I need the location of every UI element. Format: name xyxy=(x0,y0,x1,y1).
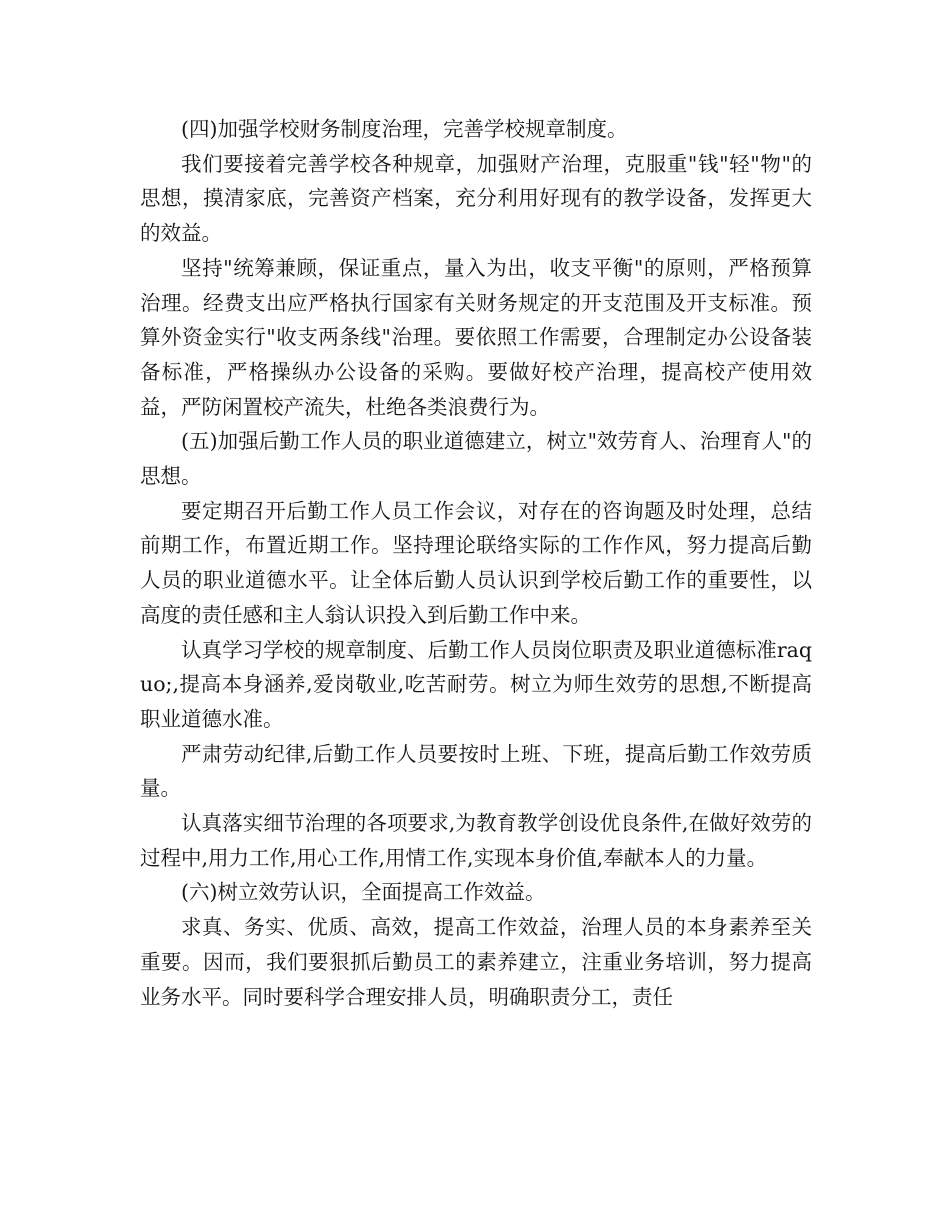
paragraph: 求真、务实、优质、高效，提高工作效益，治理人员的本身素养至关重要。因而，我们要狠抓后勤员工的素养建立，注重业务培训，努力提高业务水平。同时要科学合理安排人员，明确职责分工，责任 xyxy=(140,915,812,1009)
paragraph: 严肃劳动纪律,后勤工作人员要按时上班、下班，提高后勤工作效劳质量。 xyxy=(140,741,812,801)
document-body xyxy=(140,112,812,1014)
paragraph: 认真学习学校的规章制度、后勤工作人员岗位职责及职业道德标准raquo;,提高本身涵养,爱岗敬业,吃苦耐劳。树立为师生效劳的思想,不断提高职业道德水准。 xyxy=(140,637,812,731)
paragraph: 坚持"统筹兼顾，保证重点，量入为出，收支平衡"的原则，严格预算治理。经费支出应严格执行国家有关财务规定的开支范围及开支标准。预算外资金实行"收支两条线"治理。要依照工作需要，合理制定办公设备装备标准，严格操纵办公设备的采购。要做好校产治理，提高校产使用效益，严防闲置校产流失，杜绝各类浪费行为。 xyxy=(140,255,812,419)
paragraph: 认真落实细节治理的各项要求,为教育教学创设优良条件,在做好效劳的过程中,用力工作,用心工作,用情工作,实现本身价值,奉献本人的力量。 xyxy=(140,811,812,870)
section-heading-4: (四)加强学校财务制度治理，完善学校规章制度。 xyxy=(181,117,628,141)
paragraph: 我们要接着完善学校各种规章，加强财产治理，克服重"钱"轻"物"的思想，摸清家底，完善资产档案，充分利用好现有的教学设备，发挥更大的效益。 xyxy=(140,151,812,246)
section-heading-5: (五)加强后勤工作人员的职业道德建立，树立"效劳育人、治理育人"的思想。 xyxy=(140,429,812,489)
paragraph: 要定期召开后勤工作人员工作会议，对存在的咨询题及时处理，总结前期工作，布置近期工作。坚持理论联络实际的工作作风，努力提高后勤人员的职业道德水平。让全体后勤人员认识到学校后勤工作的重要性，以高度的责任感和主人翁认识投入到后勤工作中来。 xyxy=(140,498,812,627)
section-heading-6: (六)树立效劳认识，全面提高工作效益。 xyxy=(181,880,546,905)
